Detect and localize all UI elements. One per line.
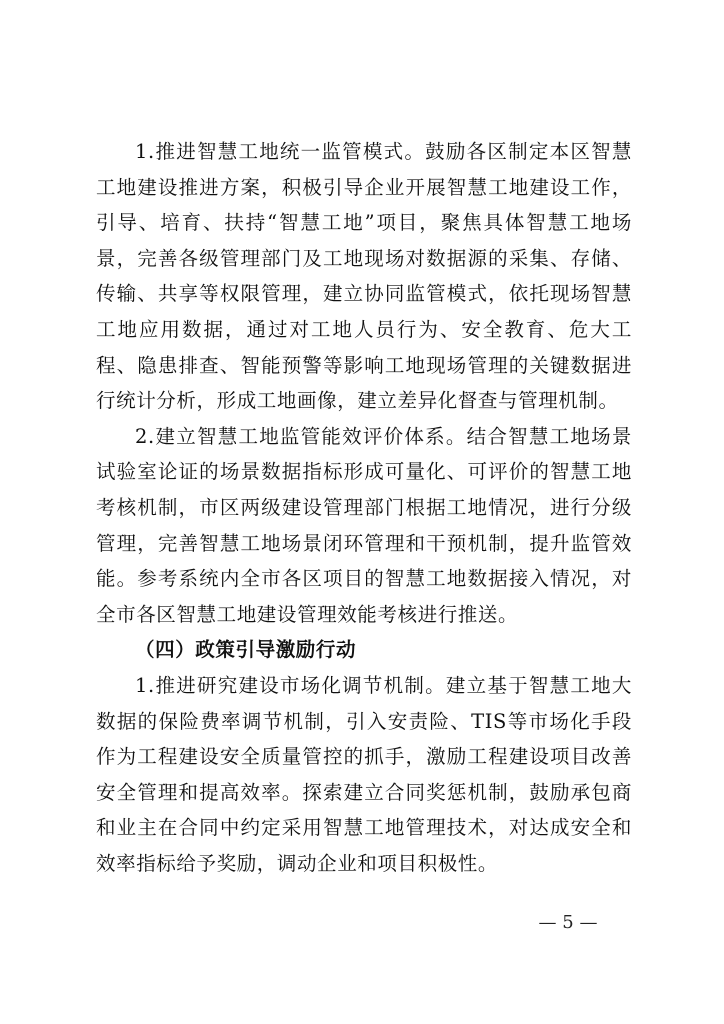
- page-number: — 5 —: [538, 912, 598, 933]
- paragraph-efficiency-evaluation: 2.建立智慧工地监管能效评价体系。结合智慧工地场景试验室论证的场景数据指标形成可量化、可评价的智慧工地考核机制，市区两级建设管理部门根据工地情况，进行分级管理，完善智慧工地场景闭环管理和干预机制，提升监管效能。参考系统内全市各区项目的智慧工地数据接入情况，对全市各区智慧工地建设管理效能考核进行推送。: [96, 424, 632, 626]
- document-body: [96, 134, 632, 881]
- section-heading-policy-incentive: （四）政策引导激励行动: [135, 638, 357, 662]
- paragraph-unified-supervision: 1.推进智慧工地统一监管模式。鼓励各区制定本区智慧工地建设推进方案，积极引导企业开展智慧工地建设工作，引导、培育、扶持“智慧工地”项目，聚焦具体智慧工地场景，完善各级管理部门及工地现场对数据源的采集、存储、传输、共享等权限管理，建立协同监管模式，依托现场智慧工地应用数据，通过对工地人员行为、安全教育、危大工程、隐患排查、智能预警等影响工地现场管理的关键数据进行统计分析，形成工地画像，建立差异化督查与管理机制。: [96, 140, 632, 413]
- paragraph-market-mechanism: 1.推进研究建设市场化调节机制。建立基于智慧工地大数据的保险费率调节机制，引入安责险、TIS等市场化手段作为工程建设安全质量管控的抓手，激励工程建设项目改善安全管理和提高效率。探索建立合同奖惩机制，鼓励承包商和业主在合同中约定采用智慧工地管理技术，对达成安全和效率指标给予奖励，调动企业和项目积极性。: [96, 673, 632, 875]
